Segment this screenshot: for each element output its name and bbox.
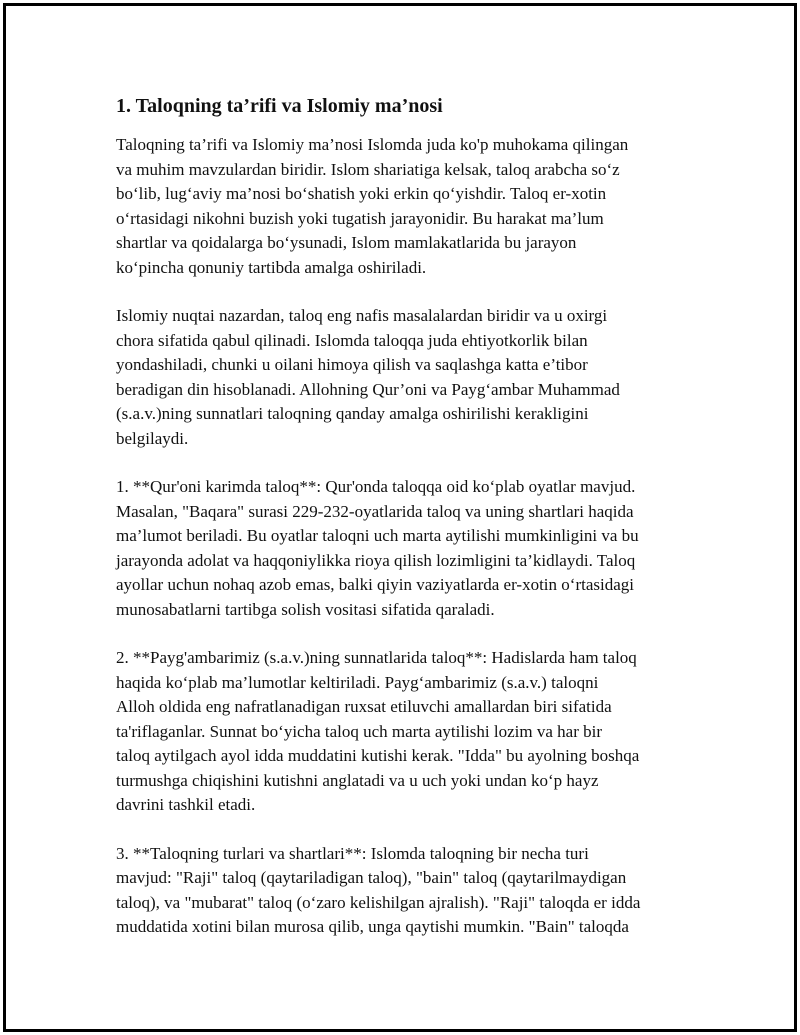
text-line: Islomiy nuqtai nazardan, taloq eng nafis masalalardan biridir va u oxirgi bbox=[116, 306, 608, 325]
text-line: ko‘pincha qonuniy tartibda amalga oshiriladi. bbox=[116, 257, 427, 277]
text-line: munosabatlarni tartibga solish vositasi sifatida qaraladi. bbox=[116, 599, 495, 619]
text-line: shartlar va qoidalarga bo‘ysunadi, Islom mamlakatlarida bu jarayon bbox=[116, 233, 577, 252]
text-line: davrini tashkil etadi. bbox=[116, 795, 256, 814]
text-line: 3. **Taloqning turlari va shartlari**: Islomda taloqning bir necha turi bbox=[116, 843, 589, 863]
text-line: (s.a.v.)ning sunnatlari taloqning qanday amalga oshirilishi kerakligini bbox=[116, 404, 589, 423]
text-line: turmushga chiqishini kutishni anglatadi va u uch yoki undan ko‘p hayz bbox=[116, 770, 599, 790]
text-line: haqida ko‘plab ma’lumotlar keltiriladi. Payg‘ambarimiz (s.a.v.) taloqni bbox=[116, 672, 599, 692]
text-line: bo‘lib, lug‘aviy ma’nosi bo‘shatish yoki erkin qo‘yishdir. Taloq er-xotin bbox=[116, 184, 607, 203]
document-body bbox=[116, 92, 696, 964]
text-line: jarayonda adolat va haqqoniylikka rioya qilish lozimligini ta’kidlaydi. Taloq bbox=[116, 550, 636, 570]
text-line: chora sifatida qabul qilinadi. Islomda taloqqa juda ehtiyotkorlik bilan bbox=[116, 330, 588, 350]
paragraph-types bbox=[116, 842, 696, 940]
text-line: ayollar uchun nohaq azob emas, balki qiyin vaziyatlarda er-xotin o‘rtasidagi bbox=[116, 575, 634, 594]
text-line: taloq), va "mubarat" taloq (o‘zaro kelishilgan ajralish). "Raji" taloqda er idda bbox=[116, 892, 641, 912]
text-line: yondashiladi, chunki u oilani himoya qilish va saqlashga katta e’tibor bbox=[116, 355, 588, 374]
text-line: 2. **Payg'ambarimiz (s.a.v.)ning sunnatlarida taloq**: Hadislarda ham taloq bbox=[116, 648, 637, 667]
text-line: 1. **Qur'oni karimda taloq**: Qur'onda taloqqa oid ko‘plab oyatlar mavjud. bbox=[116, 477, 636, 496]
text-line: va muhim mavzulardan biridir. Islom shariatiga kelsak, taloq arabcha so‘z bbox=[116, 159, 620, 179]
text-line: ma’lumot beriladi. Bu oyatlar taloqni uch marta aytilishi mumkinligini va bu bbox=[116, 526, 639, 545]
paragraph-sunnah bbox=[116, 646, 696, 818]
text-line: Alloh oldida eng nafratlanadigan ruxsat etiluvchi amallardan biri sifatida bbox=[116, 697, 612, 716]
text-line: belgilaydi. bbox=[116, 428, 189, 448]
paragraph-quran bbox=[116, 475, 696, 622]
text-line: muddatida xotini bilan murosa qilib, unga qaytishi mumkin. "Bain" taloqda bbox=[116, 917, 629, 936]
text-line: o‘rtasidagi nikohni buzish yoki tugatish jarayonidir. Bu harakat ma’lum bbox=[116, 208, 604, 228]
section-heading: 1. Taloqning ta’rifi va Islomiy ma’nosi bbox=[116, 95, 443, 117]
text-line: ta'riflaganlar. Sunnat bo‘yicha taloq uch marta aytilishi lozim va har bir bbox=[116, 721, 602, 741]
text-line: Taloqning ta’rifi va Islomiy ma’nosi Islomda juda ko'p muhokama qilingan bbox=[116, 135, 629, 154]
text-line: beradigan din hisoblanadi. Allohning Qur’oni va Payg‘ambar Muhammad bbox=[116, 379, 620, 399]
text-line: taloq aytilgach ayol idda muddatini kutishi kerak. "Idda" bu ayolning boshqa bbox=[116, 746, 640, 765]
text-line: mavjud: "Raji" taloq (qaytariladigan taloq), "bain" taloq (qaytarilmaydigan bbox=[116, 868, 627, 887]
paragraph-definition bbox=[116, 133, 696, 280]
paragraph-islamic-view bbox=[116, 304, 696, 451]
text-line: Masalan, "Baqara" surasi 229-232-oyatlarida taloq va uning shartlari haqida bbox=[116, 501, 634, 521]
